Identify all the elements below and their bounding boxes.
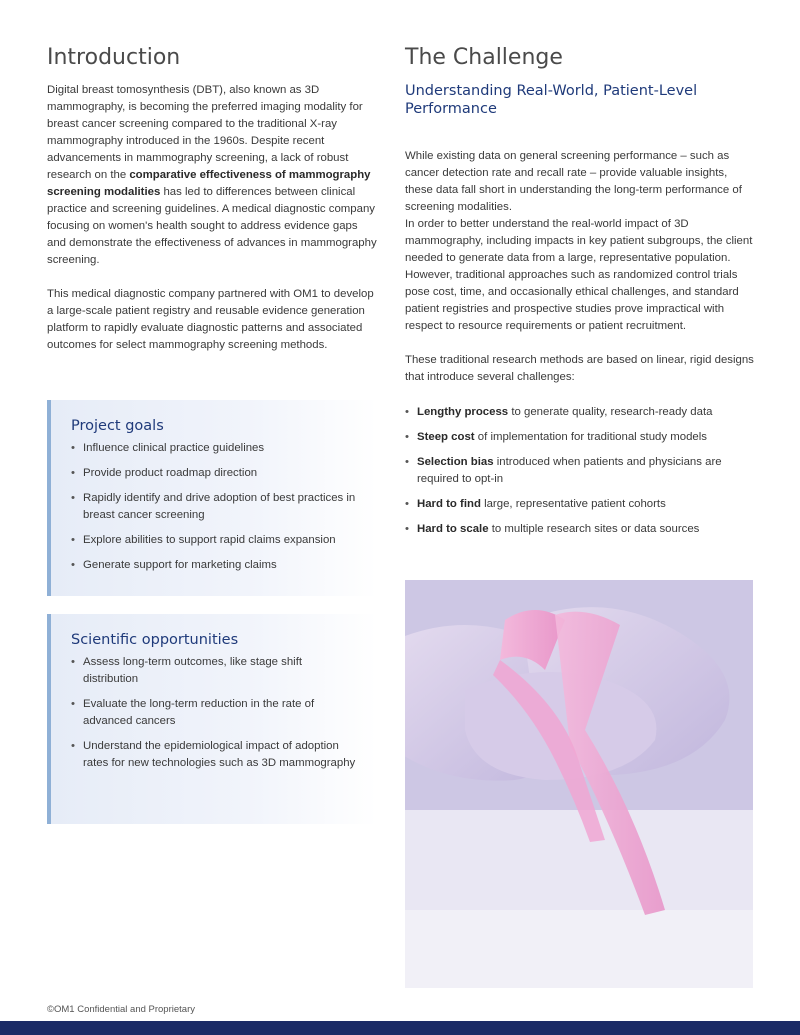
challenge-p1-a: While existing data on general screening performance – such as cancer detection rate and recall rate – provide valuable insights, these data fall short in understanding the long-term performance of screening modalities. <box>405 150 742 213</box>
challenge-section <box>405 44 755 546</box>
list-item: • Influence clinical practice guidelines <box>71 440 357 457</box>
bullet-bold: Hard to scale <box>417 523 489 535</box>
introduction-section <box>47 44 377 354</box>
intro-p1-end: has led to differences between clinical practice and screening guidelines. A medical diagnostic company focusing on women's health sought to address evidence gaps and demonstrate the effectiveness of advances in mammography screening. <box>47 186 377 266</box>
list-item: • Rapidly identify and drive adoption of best practices in breast cancer screening <box>71 490 357 524</box>
bullet-text: introduced when patients and physicians are required to opt-in <box>417 456 722 485</box>
list-item: • Understand the epidemiological impact of adoption rates for new technologies such as 3D mammography <box>71 738 357 772</box>
scientific-opportunities-list <box>71 654 357 772</box>
challenge-p1-b: In order to better understand the real-world impact of 3D mammography, including impacts in key patient subgroups, the client needed to generate data from a large, representative population. However, traditional approaches such as randomized control trials pose cost, time, and occasionally ethical challenges, and standard patient registries and prospective studies prove impractical with respect to resource requirements or patient recruitment. <box>405 218 753 332</box>
list-item <box>405 454 755 488</box>
challenge-paragraph-1 <box>405 148 755 335</box>
list-item: • Explore abilities to support rapid claims expansion <box>71 532 357 549</box>
bullet-text: of implementation for traditional study models <box>474 431 707 443</box>
challenge-paragraph-2: These traditional research methods are based on linear, rigid designs that introduce several challenges: <box>405 354 754 383</box>
project-goals-list <box>71 440 357 574</box>
list-item: • Assess long-term outcomes, like stage shift distribution <box>71 654 357 688</box>
bullet-text: to multiple research sites or data sources <box>488 523 700 535</box>
footer-text: ©OM1 Confidential and Proprietary <box>47 1004 195 1015</box>
introduction-paragraph-1 <box>47 82 377 269</box>
list-item: • Provide product roadmap direction <box>71 465 357 482</box>
project-goals-box <box>47 400 377 596</box>
project-goals-heading: Project goals <box>71 418 164 434</box>
scientific-opportunities-box <box>47 614 377 824</box>
challenge-list <box>405 404 755 538</box>
bullet-bold: Hard to find <box>417 498 481 510</box>
bullet-text: to generate quality, research-ready data <box>508 406 713 418</box>
bullet-bold: Selection bias <box>417 456 494 468</box>
introduction-heading: Introduction <box>47 45 181 70</box>
list-item <box>405 496 755 513</box>
bullet-text: large, representative patient cohorts <box>480 498 666 510</box>
hands-pink-ribbon-photo <box>405 580 753 988</box>
intro-p1-bold: comparative effectiveness of mammography screening modalities <box>47 169 371 198</box>
bullet-bold: Lengthy process <box>417 406 509 418</box>
list-item <box>405 429 755 446</box>
introduction-paragraph-2: This medical diagnostic company partnered with OM1 to develop a large-scale patient registry and reusable evidence generation platform to rapidly evaluate diagnostic patterns and associated outcomes for select mammography screening methods. <box>47 288 374 351</box>
intro-p1-start: Digital breast tomosynthesis (DBT), also known as 3D mammography, is becoming the preferred imaging modality for breast cancer screening compared to the traditional X-ray mammography introduced in the 1960s. Despite recent advancements in mammography screening, a lack of robust research on the <box>47 84 363 181</box>
footer-bar <box>0 1021 800 1035</box>
challenge-subheading: Understanding Real-World, Patient-Level Performance <box>405 83 698 117</box>
challenge-heading: The Challenge <box>405 45 563 70</box>
scientific-opportunities-heading: Scientific opportunities <box>71 632 239 648</box>
list-item <box>405 521 755 538</box>
list-item <box>405 404 755 421</box>
photo-illustration <box>405 580 753 988</box>
bullet-bold: Steep cost <box>417 431 475 443</box>
list-item: • Evaluate the long-term reduction in the rate of advanced cancers <box>71 696 357 730</box>
list-item: • Generate support for marketing claims <box>71 557 357 574</box>
